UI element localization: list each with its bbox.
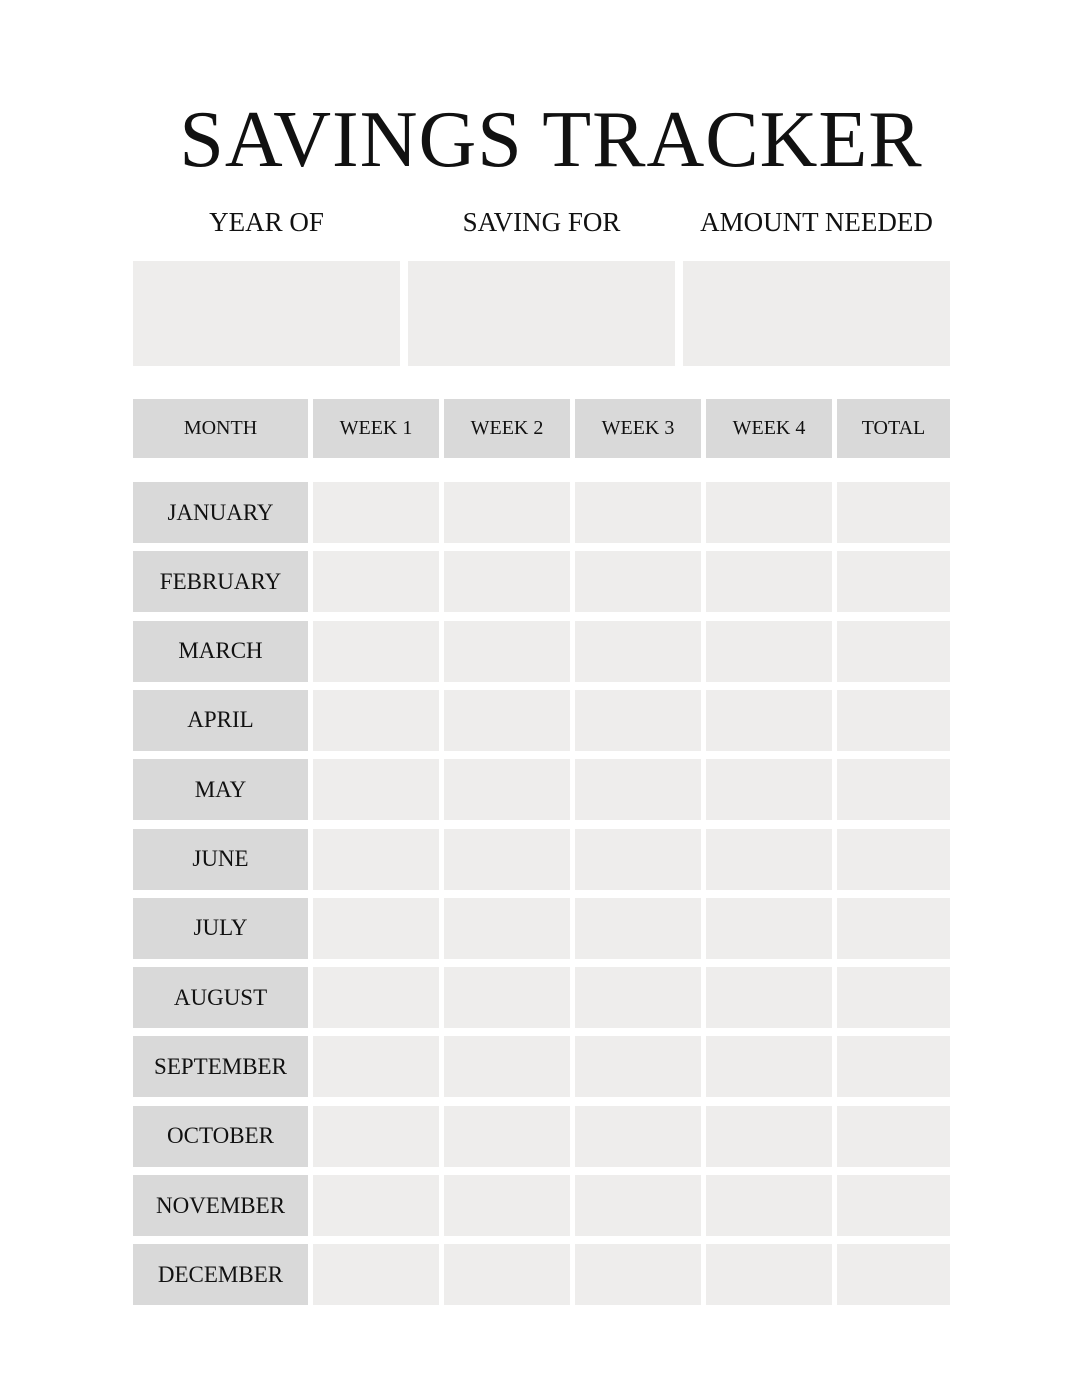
week-4-cell[interactable]	[706, 967, 832, 1028]
week-4-cell[interactable]	[706, 898, 832, 959]
table-row	[0, 898, 1080, 959]
month-label: DECEMBER	[133, 1244, 308, 1305]
month-label: JULY	[133, 898, 308, 959]
table-row	[0, 1244, 1080, 1305]
week-2-cell[interactable]	[444, 1175, 570, 1236]
week-4-cell[interactable]	[706, 1106, 832, 1167]
header-week-4: WEEK 4	[706, 399, 832, 458]
week-3-cell[interactable]	[575, 898, 701, 959]
week-2-cell[interactable]	[444, 898, 570, 959]
week-3-cell[interactable]	[575, 621, 701, 682]
total-cell[interactable]	[837, 1036, 950, 1097]
week-4-cell[interactable]	[706, 1036, 832, 1097]
total-cell[interactable]	[837, 759, 950, 820]
total-cell[interactable]	[837, 690, 950, 751]
total-cell[interactable]	[837, 551, 950, 612]
week-4-cell[interactable]	[706, 482, 832, 543]
week-3-cell[interactable]	[575, 759, 701, 820]
header-week-1: WEEK 1	[313, 399, 439, 458]
table-row	[0, 690, 1080, 751]
page-title: SAVINGS TRACKER	[179, 96, 923, 184]
week-2-cell[interactable]	[444, 1106, 570, 1167]
total-cell[interactable]	[837, 898, 950, 959]
table-row	[0, 759, 1080, 820]
week-1-cell[interactable]	[313, 1106, 439, 1167]
week-3-cell[interactable]	[575, 829, 701, 890]
table-row	[0, 1036, 1080, 1097]
month-label: AUGUST	[133, 967, 308, 1028]
week-3-cell[interactable]	[575, 690, 701, 751]
table-row	[0, 829, 1080, 890]
week-1-cell[interactable]	[313, 898, 439, 959]
week-1-cell[interactable]	[313, 482, 439, 543]
month-label: OCTOBER	[133, 1106, 308, 1167]
table-row	[0, 1175, 1080, 1236]
table-row	[0, 482, 1080, 543]
week-1-cell[interactable]	[313, 1244, 439, 1305]
amount-needed-label: AMOUNT NEEDED	[700, 207, 933, 237]
week-4-cell[interactable]	[706, 759, 832, 820]
month-label: JUNE	[133, 829, 308, 890]
week-3-cell[interactable]	[575, 1036, 701, 1097]
month-label: JANUARY	[133, 482, 308, 543]
week-1-cell[interactable]	[313, 1036, 439, 1097]
saving-for-label: SAVING FOR	[462, 207, 621, 237]
table-row	[0, 551, 1080, 612]
week-3-cell[interactable]	[575, 551, 701, 612]
year-of-label: YEAR OF	[209, 207, 324, 237]
table-row	[0, 1106, 1080, 1167]
week-3-cell[interactable]	[575, 1175, 701, 1236]
month-label: SEPTEMBER	[133, 1036, 308, 1097]
month-label: NOVEMBER	[133, 1175, 308, 1236]
week-3-cell[interactable]	[575, 482, 701, 543]
week-2-cell[interactable]	[444, 690, 570, 751]
total-cell[interactable]	[837, 1106, 950, 1167]
week-3-cell[interactable]	[575, 1244, 701, 1305]
total-cell[interactable]	[837, 967, 950, 1028]
month-label: APRIL	[133, 690, 308, 751]
month-label: MARCH	[133, 621, 308, 682]
year-of-field[interactable]	[133, 261, 400, 366]
week-4-cell[interactable]	[706, 829, 832, 890]
week-2-cell[interactable]	[444, 829, 570, 890]
week-3-cell[interactable]	[575, 1106, 701, 1167]
week-4-cell[interactable]	[706, 551, 832, 612]
total-cell[interactable]	[837, 621, 950, 682]
week-4-cell[interactable]	[706, 690, 832, 751]
total-cell[interactable]	[837, 1175, 950, 1236]
month-label: MAY	[133, 759, 308, 820]
week-2-cell[interactable]	[444, 967, 570, 1028]
week-1-cell[interactable]	[313, 1175, 439, 1236]
saving-for-field[interactable]	[408, 261, 675, 366]
week-3-cell[interactable]	[575, 967, 701, 1028]
total-cell[interactable]	[837, 829, 950, 890]
week-4-cell[interactable]	[706, 621, 832, 682]
total-cell[interactable]	[837, 1244, 950, 1305]
total-cell[interactable]	[837, 482, 950, 543]
amount-needed-field[interactable]	[683, 261, 950, 366]
table-row	[0, 967, 1080, 1028]
week-4-cell[interactable]	[706, 1175, 832, 1236]
header-total: TOTAL	[837, 399, 950, 458]
week-2-cell[interactable]	[444, 759, 570, 820]
header-week-2: WEEK 2	[444, 399, 570, 458]
week-2-cell[interactable]	[444, 621, 570, 682]
week-1-cell[interactable]	[313, 621, 439, 682]
week-1-cell[interactable]	[313, 759, 439, 820]
week-1-cell[interactable]	[313, 690, 439, 751]
table-row	[0, 621, 1080, 682]
week-2-cell[interactable]	[444, 1244, 570, 1305]
week-2-cell[interactable]	[444, 1036, 570, 1097]
month-label: FEBRUARY	[133, 551, 308, 612]
week-4-cell[interactable]	[706, 1244, 832, 1305]
header-week-3: WEEK 3	[575, 399, 701, 458]
week-2-cell[interactable]	[444, 551, 570, 612]
header-month: MONTH	[133, 399, 308, 458]
week-1-cell[interactable]	[313, 829, 439, 890]
week-2-cell[interactable]	[444, 482, 570, 543]
week-1-cell[interactable]	[313, 967, 439, 1028]
week-1-cell[interactable]	[313, 551, 439, 612]
